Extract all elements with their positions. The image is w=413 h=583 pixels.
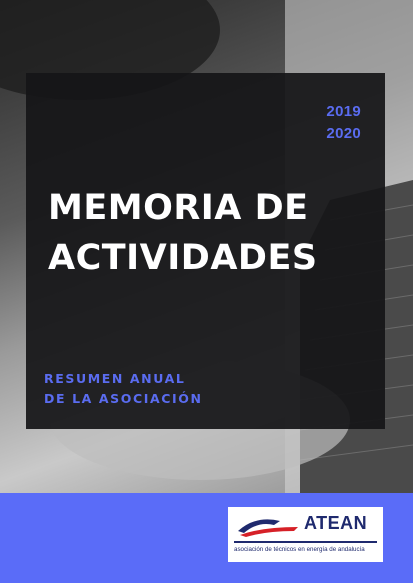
report-years — [326, 101, 361, 145]
cover-subtitle-line-2: DE LA ASOCIACIÓN — [44, 391, 203, 406]
cover-title-line-2: ACTIVIDADES — [48, 238, 318, 278]
cover-title-line-1: MEMORIA DE — [48, 188, 309, 228]
cover-subtitle-line-1: RESUMEN ANUAL — [44, 371, 186, 386]
logo-name: ATEAN — [304, 513, 368, 533]
year-start: 2019 — [326, 103, 361, 120]
logo-tagline: asociación de técnicos en energía de andalucía — [234, 546, 365, 553]
logo-divider — [234, 541, 377, 543]
atean-logo — [228, 507, 383, 562]
year-end: 2020 — [326, 125, 361, 142]
cover-title — [48, 183, 318, 283]
atean-swoosh-icon — [236, 513, 300, 539]
cover-subtitle — [44, 369, 203, 409]
cover-title-panel — [26, 73, 385, 429]
